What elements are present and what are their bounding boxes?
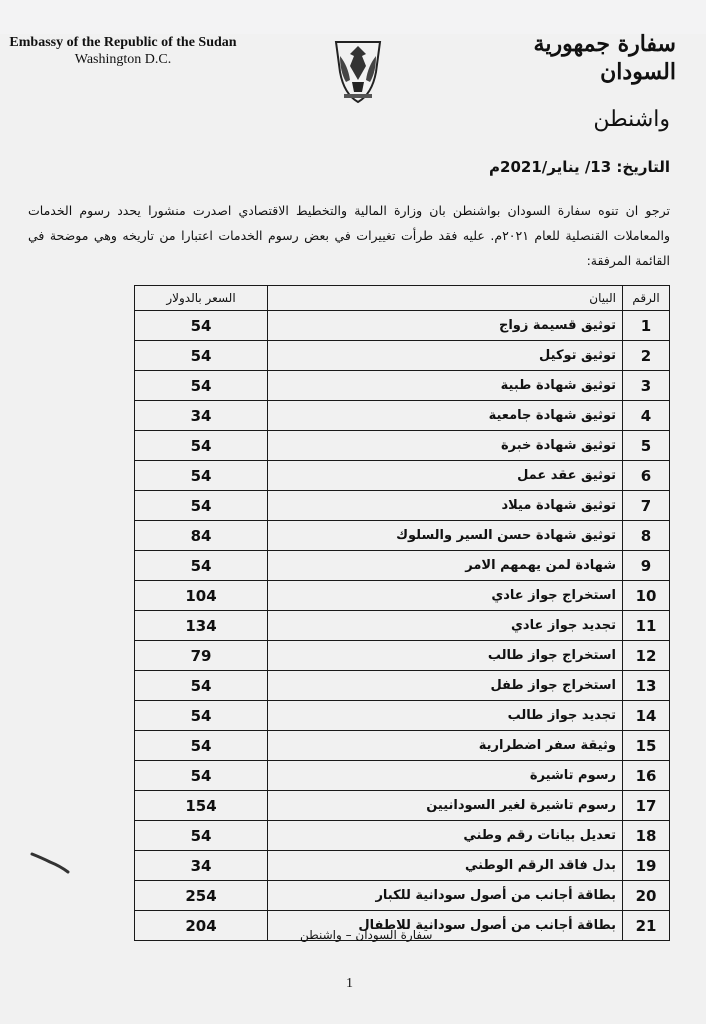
row-num: 15: [623, 731, 670, 761]
table-row: [135, 581, 670, 611]
row-num: 10: [623, 581, 670, 611]
row-price: 54: [135, 671, 268, 701]
row-num: 8: [623, 521, 670, 551]
letterhead-english: [8, 34, 238, 68]
row-desc: تجديد جواز طالب: [268, 701, 623, 731]
row-num: 11: [623, 611, 670, 641]
row-num: 12: [623, 641, 670, 671]
row-price: 34: [135, 851, 268, 881]
table-row: [135, 851, 670, 881]
row-num: 19: [623, 851, 670, 881]
signature-line: سفارة السودان – واشنطن: [300, 928, 433, 942]
row-price: 54: [135, 341, 268, 371]
table-row: [135, 611, 670, 641]
letterhead-arabic: [436, 30, 676, 134]
ink-smudge-icon: [28, 848, 78, 878]
row-desc: بدل فاقد الرقم الوطني: [268, 851, 623, 881]
table-row: [135, 881, 670, 911]
row-desc: شهادة لمن يهمهم الامر: [268, 551, 623, 581]
table-row: [135, 731, 670, 761]
row-desc: رسوم تاشيرة: [268, 761, 623, 791]
row-price: 34: [135, 401, 268, 431]
row-price: 134: [135, 611, 268, 641]
row-num: 16: [623, 761, 670, 791]
row-num: 6: [623, 461, 670, 491]
row-price: 54: [135, 461, 268, 491]
document-date: التاريخ: 13/ يناير/2021م: [489, 158, 670, 176]
row-price: 204: [135, 911, 268, 941]
row-desc: توثيق شهادة طبية: [268, 371, 623, 401]
row-num: 17: [623, 791, 670, 821]
row-price: 54: [135, 431, 268, 461]
row-desc: استخراج جواز طالب: [268, 641, 623, 671]
row-desc: رسوم تاشيرة لغير السودانيين: [268, 791, 623, 821]
notice-paragraph: ترجو ان تنوه سفارة السودان بواشنطن بان وزارة المالية والتخطيط الاقتصادي اصدرت منشورا يحدد رسوم الخدمات والمعاملات القنصلية للعام ٢٠٢١م. عليه فقد طرأت تغييرات في بعض رسوم الخدمات اعتبارا من تاريخه وهي موضحة في القائمة المرفقة:: [28, 203, 670, 268]
table-row: [135, 641, 670, 671]
row-num: 3: [623, 371, 670, 401]
row-num: 1: [623, 311, 670, 341]
row-desc: توثيق شهادة جامعية: [268, 401, 623, 431]
row-price: 54: [135, 371, 268, 401]
row-price: 54: [135, 491, 268, 521]
header-desc: البيان: [268, 286, 623, 311]
table-row: [135, 341, 670, 371]
row-price: 54: [135, 761, 268, 791]
embassy-name-ar-line2: السودان: [600, 59, 676, 85]
row-desc: بطاقة أجانب من أصول سودانية للكبار: [268, 881, 623, 911]
embassy-name-en: Embassy of the Republic of the Sudan: [9, 35, 237, 50]
row-desc: توثيق قسيمة زواج: [268, 311, 623, 341]
row-desc: بطاقة أجانب من أصول سودانية للاطفال: [268, 911, 623, 941]
row-desc: استخراج جواز طفل: [268, 671, 623, 701]
row-price: 154: [135, 791, 268, 821]
table-row: [135, 431, 670, 461]
row-num: 14: [623, 701, 670, 731]
city-en: Washington D.C.: [74, 52, 172, 67]
row-num: 20: [623, 881, 670, 911]
row-price: 54: [135, 551, 268, 581]
table-row: [135, 401, 670, 431]
table-row: [135, 491, 670, 521]
row-price: 54: [135, 701, 268, 731]
row-num: 2: [623, 341, 670, 371]
row-desc: توثيق شهادة ميلاد: [268, 491, 623, 521]
table-row: [135, 671, 670, 701]
table-row: [135, 821, 670, 851]
row-num: 5: [623, 431, 670, 461]
row-price: 54: [135, 821, 268, 851]
embassy-name-ar-line1: سفارة جمهورية: [533, 31, 676, 57]
row-price: 84: [135, 521, 268, 551]
top-band: [0, 0, 706, 34]
row-price: 104: [135, 581, 268, 611]
row-price: 54: [135, 311, 268, 341]
header-num: الرقم: [623, 286, 670, 311]
row-price: 54: [135, 731, 268, 761]
city-ar: واشنطن: [593, 107, 670, 132]
row-num: 7: [623, 491, 670, 521]
row-desc: توثيق توكيل: [268, 341, 623, 371]
row-desc: استخراج جواز عادي: [268, 581, 623, 611]
table-row: [135, 701, 670, 731]
table-row: [135, 521, 670, 551]
row-num: 9: [623, 551, 670, 581]
row-num: 13: [623, 671, 670, 701]
row-desc: تعديل بيانات رقم وطني: [268, 821, 623, 851]
row-desc: تجديد جواز عادي: [268, 611, 623, 641]
row-desc: توثيق عقد عمل: [268, 461, 623, 491]
table-row: [135, 551, 670, 581]
secretary-bird-emblem-icon: [326, 36, 390, 106]
table-row: [135, 461, 670, 491]
table-header-row: [135, 286, 670, 311]
header-price: السعر بالدولار: [135, 286, 268, 311]
row-num: 18: [623, 821, 670, 851]
row-desc: توثيق شهادة حسن السير والسلوك: [268, 521, 623, 551]
row-desc: وثيقة سفر اضطرارية: [268, 731, 623, 761]
row-num: 4: [623, 401, 670, 431]
table-row: [135, 371, 670, 401]
row-price: 79: [135, 641, 268, 671]
table-row: [135, 311, 670, 341]
table-row: [135, 791, 670, 821]
row-desc: توثيق شهادة خبرة: [268, 431, 623, 461]
fees-table: [134, 285, 670, 941]
page-number: 1: [346, 976, 353, 991]
table-row: [135, 761, 670, 791]
row-num: 21: [623, 911, 670, 941]
row-price: 254: [135, 881, 268, 911]
